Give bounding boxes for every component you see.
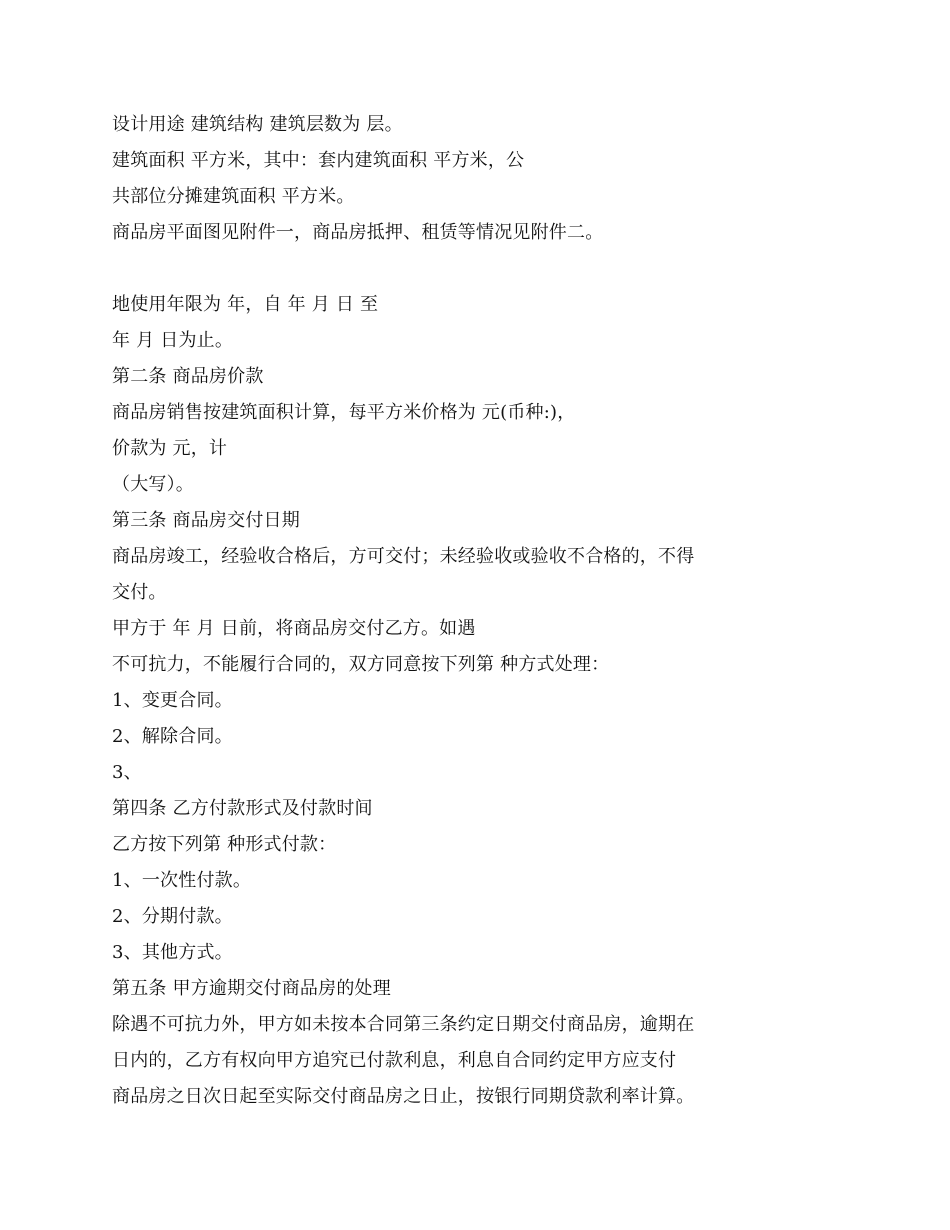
text-line-building-area: 建筑面积 平方米，其中：套内建筑面积 平方米，公 [112,150,525,171]
text-line-shared-area: 共部位分摊建筑面积 平方米。 [112,186,355,207]
text-line-delivery: 交付。 [112,582,167,603]
text-line-capital-amount: （大写）。 [112,474,194,495]
list-item-installment: 2、分期付款。 [112,906,233,927]
list-item-option-3: 3、 [112,762,142,783]
text-line-force-majeure: 不可抗力，不能履行合同的，双方同意按下列第 种方式处理： [112,654,610,675]
text-line-total-price: 价款为 元，计 [112,438,228,459]
text-line-land-use-term: 地使用年限为 年，自 年 月 日 至 [112,294,379,315]
text-line-payment-form: 乙方按下列第 种形式付款： [112,834,337,855]
article-3-heading: 第三条 商品房交付日期 [112,510,300,531]
list-item-terminate-contract: 2、解除合同。 [112,726,233,747]
list-item-other-method: 3、其他方式。 [112,942,233,963]
text-line-overdue-1: 除遇不可抗力外，甲方如未按本合同第三条约定日期交付商品房，逾期在 [112,1014,695,1035]
article-4-heading: 第四条 乙方付款形式及付款时间 [112,798,373,819]
article-2-heading: 第二条 商品房价款 [112,366,264,387]
text-line-delivery-date: 甲方于 年 月 日前，将商品房交付乙方。如遇 [112,618,476,639]
list-item-lump-sum: 1、一次性付款。 [112,870,252,891]
text-line-price-per-sqm: 商品房销售按建筑面积计算，每平方米价格为 元(币种:)， [112,402,576,423]
text-line-attachments: 商品房平面图见附件一，商品房抵押、租赁等情况见附件二。 [112,222,604,243]
text-line-overdue-3: 商品房之日次日起至实际交付商品房之日止，按银行同期贷款利率计算。 [112,1086,695,1107]
article-5-heading: 第五条 甲方逾期交付商品房的处理 [112,978,391,999]
text-line-overdue-2: 日内的，乙方有权向甲方追究已付款利息，利息自合同约定甲方应支付 [112,1050,677,1071]
text-line-acceptance: 商品房竣工，经验收合格后，方可交付；未经验收或验收不合格的，不得 [112,546,695,567]
list-item-change-contract: 1、变更合同。 [112,690,233,711]
text-line-term-end: 年 月 日为止。 [112,330,234,351]
text-line-design-use: 设计用途 建筑结构 建筑层数为 层。 [112,114,403,135]
